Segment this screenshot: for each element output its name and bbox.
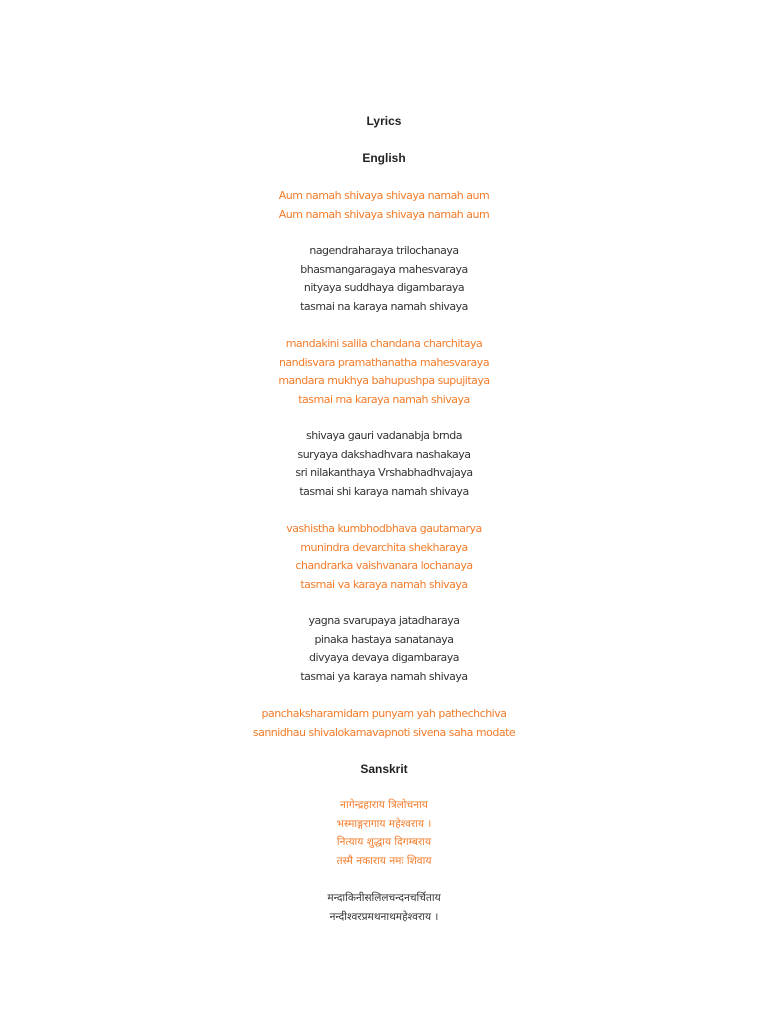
lyric-line: yagna svarupaya jatadharaya (308, 614, 460, 627)
lyric-line: tasmai shi karaya namah shivaya (299, 484, 469, 498)
lyric-line: nityaya suddhaya digambaraya (303, 281, 465, 295)
english-stanza-shi (0, 427, 768, 501)
lyric-line: tasmai ma karaya namah shivaya (298, 392, 470, 406)
lyric-line: shivaya gauri vadanabja brnda (306, 429, 462, 442)
lyric-line: chandrarka vaishvanara lochanaya (295, 559, 473, 573)
lyric-line: Aum namah shivaya shivaya namah aum (278, 189, 490, 202)
lyric-line: nagendraharaya trilochanaya (309, 244, 459, 257)
english-heading: English (362, 151, 406, 165)
lyric-line: tasmai na karaya namah shivaya (300, 299, 468, 313)
english-stanza-va (0, 520, 768, 594)
lyric-line: bhasmangaragaya mahesvaraya (300, 262, 468, 276)
english-stanza-refrain (0, 187, 768, 224)
sanskrit-stanza-na (0, 796, 768, 870)
lyric-line: नित्याय शुद्धाय दिगम्बराय (336, 836, 432, 849)
lyric-line: munindra devarchita shekharaya (300, 540, 468, 554)
lyric-line: pinaka hastaya sanatanaya (314, 632, 454, 646)
sanskrit-heading: Sanskrit (360, 762, 408, 776)
lyric-line: divyaya devaya digambaraya (308, 651, 459, 665)
lyric-line: tasmai ya karaya namah shivaya (300, 669, 468, 683)
lyric-line: mandara mukhya bahupushpa supujitaya (278, 374, 490, 388)
lyric-line: vashistha kumbhodbhava gautamarya (286, 522, 482, 535)
english-stanza-ma (0, 335, 768, 409)
sanskrit-stanza-ma (0, 889, 768, 926)
lyric-line: नन्दीश्वरप्रमथनाथमहेश्वराय । (329, 910, 439, 923)
english-stanza-na (0, 242, 768, 316)
lyric-line: मन्दाकिनीसलिलचन्दनचर्चिताय (327, 892, 441, 904)
lyric-line: Aum namah shivaya shivaya namah aum (278, 207, 490, 221)
lyric-line: sannidhau shivalokamavapnoti sivena saha modate (252, 725, 516, 739)
lyric-line: भस्माङ्गरागाय महेश्वराय । (336, 817, 432, 830)
lyric-line: mandakini salila chandana charchitaya (285, 337, 483, 350)
lyric-line: नागेन्द्रहाराय त्रिलोचनाय (340, 799, 428, 811)
lyric-line: tasmai va karaya namah shivaya (300, 577, 468, 591)
lyrics-heading: Lyrics (366, 114, 402, 128)
english-stanza-phalashruti (0, 705, 768, 742)
lyric-line: panchaksharamidam punyam yah pathechchiva (261, 707, 507, 720)
english-stanza-ya (0, 612, 768, 686)
lyric-line: sri nilakanthaya Vrshabhadhvajaya (295, 466, 473, 480)
lyric-line: nandisvara pramathanatha mahesvaraya (278, 355, 490, 369)
lyric-line: suryaya dakshadhvara nashakaya (297, 447, 471, 461)
lyric-line: तस्मै नकाराय नमः शिवाय (336, 854, 432, 867)
